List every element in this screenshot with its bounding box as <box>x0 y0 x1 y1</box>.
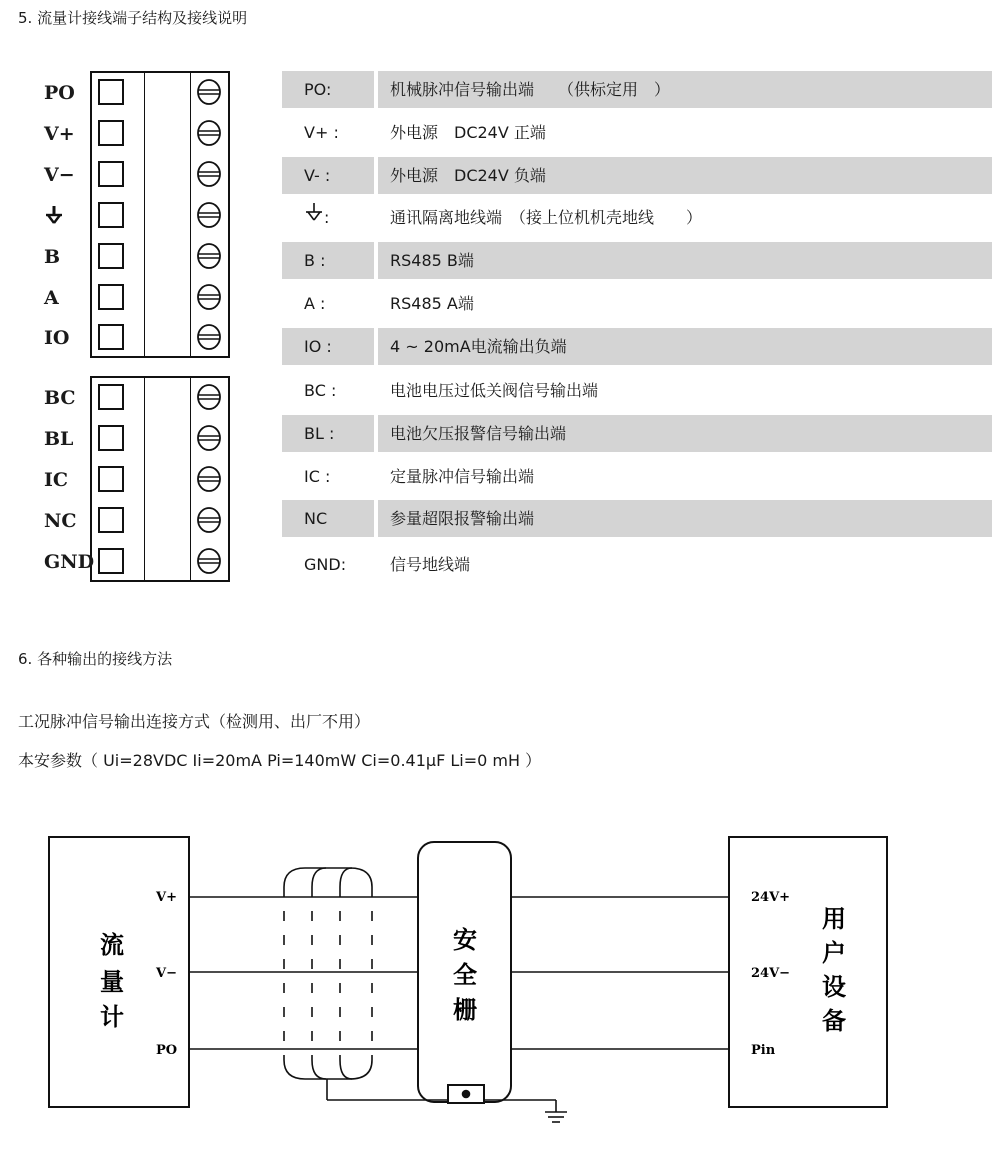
divider-line <box>144 378 145 580</box>
terminal-label: GND <box>44 551 95 573</box>
terminal-description: 4 ~ 20mA电流输出负端 <box>378 328 992 365</box>
description-row <box>282 285 992 322</box>
meter-terminal-label: V− <box>156 966 177 981</box>
wiring-diagram <box>0 820 1000 1153</box>
screw-icon <box>196 284 222 310</box>
terminal-code <box>282 199 374 236</box>
user-terminal-label: Pin <box>751 1043 776 1058</box>
flowmeter-char: 流 <box>100 930 124 959</box>
screw-icon <box>196 384 222 410</box>
terminal-label: V− <box>44 164 75 186</box>
terminal-label: BL <box>44 428 74 450</box>
terminal-socket <box>98 466 124 492</box>
terminal-socket <box>98 202 124 228</box>
user-terminal-label: 24V− <box>751 966 791 981</box>
terminal-description: RS485 A端 <box>390 294 474 313</box>
description-row <box>282 372 992 409</box>
meter-terminal-label: PO <box>156 1043 178 1058</box>
user-device-char: 设 <box>822 972 846 1001</box>
meter-terminal-label: V+ <box>156 890 177 905</box>
terminal-label: PO <box>44 82 75 104</box>
terminal-description: 电池电压过低关阀信号输出端 <box>390 381 599 400</box>
description-row <box>282 199 992 236</box>
terminal-socket <box>98 324 124 350</box>
terminal-socket <box>98 425 124 451</box>
description-row <box>282 328 992 365</box>
terminal-description: RS485 B端 <box>378 242 992 279</box>
screw-icon <box>196 202 222 228</box>
terminal-label: IO <box>44 327 70 349</box>
terminal-socket <box>98 384 124 410</box>
terminal-description: 通讯隔离地线端 （接上位机机壳地线 ） <box>390 208 703 227</box>
terminal-code: BL : <box>282 415 374 452</box>
terminal-code: IO : <box>282 328 374 365</box>
terminal-description: 信号地线端 <box>390 555 471 574</box>
terminal-label: BC <box>44 387 76 409</box>
terminal-code: B : <box>282 242 374 279</box>
divider-line <box>144 73 145 356</box>
terminal-socket <box>98 161 124 187</box>
screw-icon <box>196 507 222 533</box>
description-row <box>282 71 992 108</box>
terminal-socket <box>98 284 124 310</box>
wiring-subtitle: 工况脉冲信号输出连接方式（检测用、出厂不用） <box>18 712 371 731</box>
terminal-socket <box>98 243 124 269</box>
terminal-description: 外电源 DC24V 正端 <box>390 123 546 142</box>
barrier-char: 全 <box>453 960 477 989</box>
screw-icon <box>196 243 222 269</box>
screw-icon <box>196 425 222 451</box>
description-row <box>282 500 992 537</box>
description-row <box>282 242 992 279</box>
screw-icon <box>196 548 222 574</box>
user-device-char: 备 <box>822 1006 846 1035</box>
divider-line <box>190 378 191 580</box>
user-device-char: 户 <box>822 938 846 967</box>
screw-icon <box>196 161 222 187</box>
flowmeter-char: 量 <box>100 967 124 996</box>
terminal-socket <box>98 507 124 533</box>
ground-icon <box>545 1112 567 1122</box>
terminal-label: A <box>44 287 59 309</box>
terminal-description: 机械脉冲信号输出端 （供标定用 ） <box>378 71 992 108</box>
screw-icon <box>196 324 222 350</box>
terminal-code: PO: <box>282 71 374 108</box>
screw-icon <box>196 120 222 146</box>
description-row <box>282 415 992 452</box>
terminal-description: 定量脉冲信号输出端 <box>390 467 535 486</box>
terminal-code: V- : <box>282 157 374 194</box>
section-6-title: 6. 各种输出的接线方法 <box>18 650 173 668</box>
description-row <box>282 114 992 151</box>
terminal-code-text: : <box>324 208 330 227</box>
terminal-code: BC : <box>304 381 337 400</box>
user-terminal-label: 24V+ <box>751 890 791 905</box>
terminal-description: 外电源 DC24V 负端 <box>378 157 992 194</box>
flowmeter-char: 计 <box>100 1002 124 1031</box>
terminal-code: GND: <box>304 555 347 574</box>
terminal-label: B <box>44 246 61 268</box>
terminal-description: 参量超限报警输出端 <box>378 500 992 537</box>
terminal-code: V+ : <box>304 123 339 142</box>
terminal-socket <box>98 120 124 146</box>
description-row <box>282 546 992 583</box>
description-row <box>282 458 992 495</box>
terminal-label: NC <box>44 510 77 532</box>
terminal-code: NC <box>282 500 374 537</box>
safety-parameters: 本安参数（ Ui=28VDC Ii=20mA Pi=140mW Ci=0.41μF Li=0 mH ） <box>18 751 542 770</box>
terminal-code: IC : <box>304 467 331 486</box>
terminal-socket <box>98 79 124 105</box>
terminal-label: IC <box>44 469 69 491</box>
screw-icon <box>196 466 222 492</box>
ground-symbol-icon <box>304 200 324 237</box>
terminal-socket <box>98 548 124 574</box>
terminal-description: 电池欠压报警信号输出端 <box>378 415 992 452</box>
shielded-cable-icon <box>284 868 372 1079</box>
barrier-char: 栅 <box>453 995 477 1024</box>
divider-line <box>190 73 191 356</box>
screw-icon <box>196 79 222 105</box>
section-5-title: 5. 流量计接线端子结构及接线说明 <box>18 9 248 27</box>
user-device-char: 用 <box>822 904 846 933</box>
terminal-label: V+ <box>44 123 75 145</box>
terminal-code: A : <box>304 294 326 313</box>
barrier-char: 安 <box>453 925 477 954</box>
description-row <box>282 157 992 194</box>
